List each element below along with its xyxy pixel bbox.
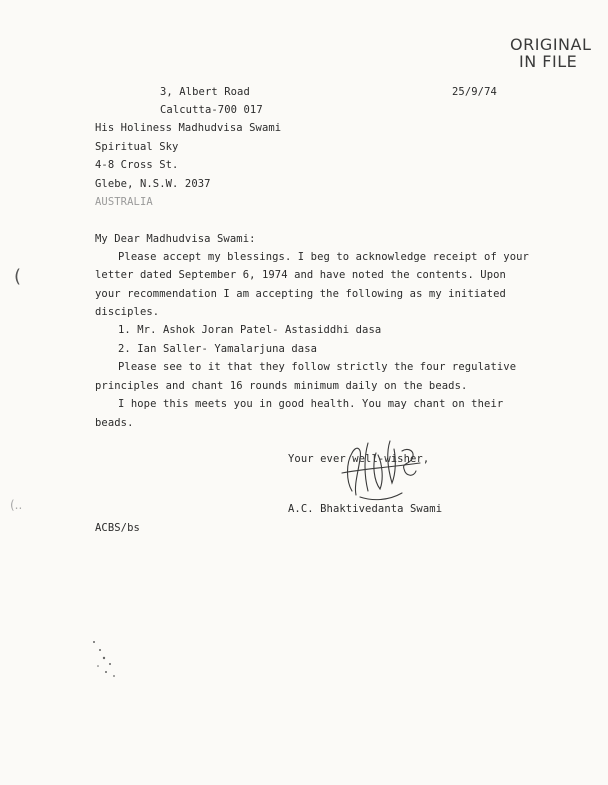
recipient-city: Glebe, N.S.W. 2037 xyxy=(95,178,211,190)
closing-line: Your ever well-wisher, xyxy=(288,453,430,465)
body-line: principles and chant 16 rounds minimum daily on the beads. xyxy=(95,380,468,392)
handwritten-signature xyxy=(332,433,422,505)
recipient-country: AUSTRALIA xyxy=(95,196,153,208)
salutation: My Dear Madhudvisa Swami: xyxy=(95,233,256,245)
sender-street: 3, Albert Road xyxy=(160,86,250,98)
margin-bracket-mark: ( xyxy=(14,266,22,287)
disciple-list-item: 2. Ian Saller- Yamalarjuna dasa xyxy=(118,343,318,355)
letter-date: 25/9/74 xyxy=(452,86,497,98)
recipient-street: 4-8 Cross St. xyxy=(95,159,179,171)
disciple-list-item: 1. Mr. Ashok Joran Patel- Astasiddhi dasa xyxy=(118,324,382,336)
body-line: letter dated September 6, 1974 and have noted the contents. Upon xyxy=(95,269,506,281)
body-line: your recommendation I am accepting the following as my initiated xyxy=(95,288,506,300)
body-line: I hope this meets you in good health. You may chant on their xyxy=(118,398,504,410)
ink-speck-marks xyxy=(86,636,126,686)
body-line: Please see to it that they follow strictly the four regulative xyxy=(118,361,517,373)
body-line: disciples. xyxy=(95,306,160,318)
body-line: beads. xyxy=(95,417,134,429)
reference-initials: ACBS/bs xyxy=(95,522,140,534)
stamp-line-1: ORIGINAL xyxy=(510,35,592,54)
sender-city: Calcutta-700 017 xyxy=(160,104,263,116)
body-line: Please accept my blessings. I beg to acknowledge receipt of your xyxy=(118,251,529,263)
original-in-file-stamp xyxy=(510,36,591,70)
recipient-org: Spiritual Sky xyxy=(95,141,179,153)
recipient-name: His Holiness Madhudvisa Swami xyxy=(95,122,282,134)
signatory-name: A.C. Bhaktivedanta Swami xyxy=(288,503,443,515)
stamp-line-2: IN FILE xyxy=(519,52,578,71)
margin-smudge-mark: (.. xyxy=(10,498,23,512)
